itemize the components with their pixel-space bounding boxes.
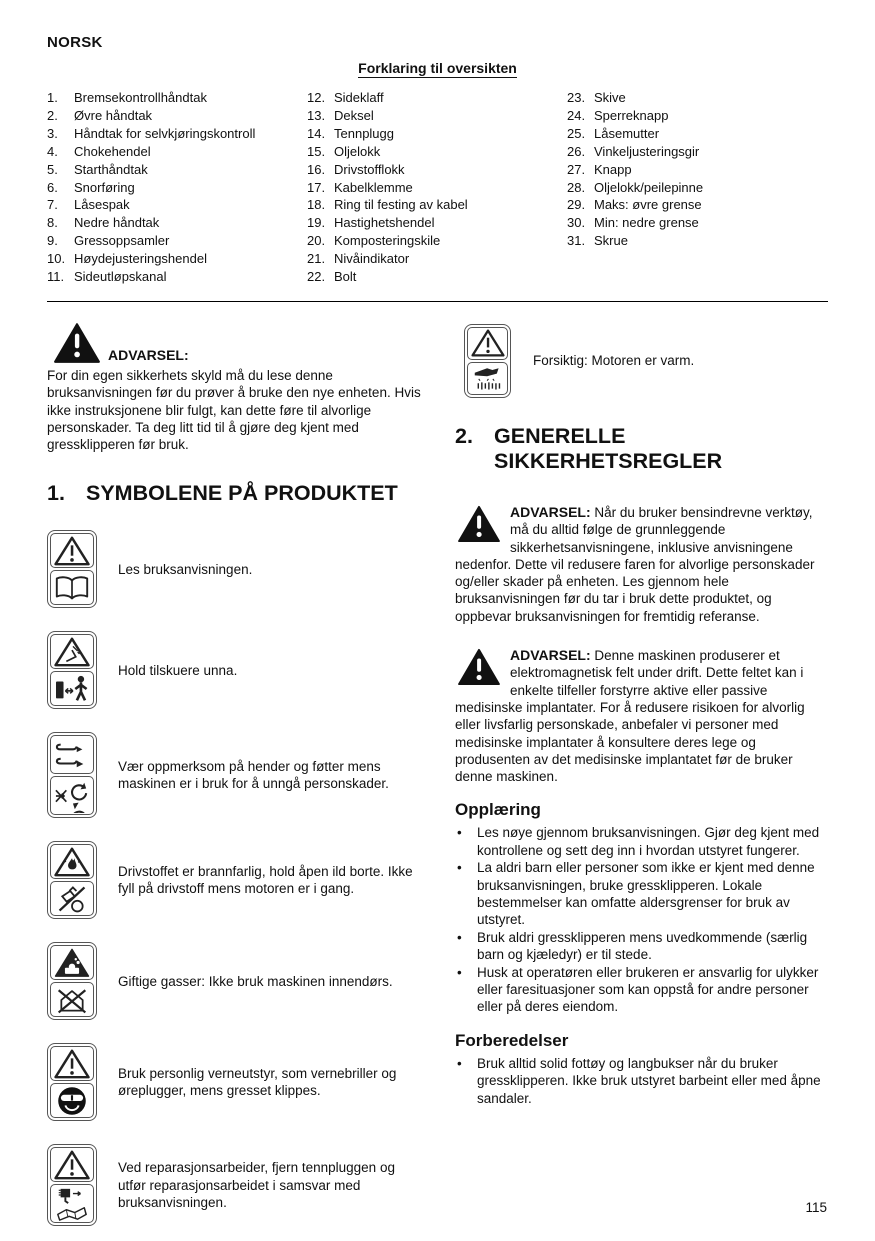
bullet-text: Husk at operatøren eller brukeren er ansvarlig for ulykker eller faresituasjoner som kan oppstå for andre personer eller på deres eiendom. bbox=[477, 964, 819, 1015]
section1-title: SYMBOLENE PÅ PRODUKTET bbox=[86, 481, 398, 506]
part-number: 26. bbox=[567, 143, 586, 159]
subsection-heading-training: Opplæring bbox=[455, 800, 541, 820]
fire-triangle-icon bbox=[50, 844, 94, 879]
parts-list-item bbox=[307, 125, 567, 143]
part-number: 10. bbox=[47, 251, 66, 267]
warning-triangle-icon bbox=[50, 533, 94, 568]
bullet-item bbox=[455, 929, 828, 964]
part-label: Nedre håndtak bbox=[74, 215, 160, 231]
part-number: 16. bbox=[307, 161, 326, 177]
hot-surface-icon bbox=[467, 362, 508, 395]
bullet-text: Les nøye gjennom bruksanvisningen. Gjør deg kjent med kontrollene og sett deg inn i hvordan utstyret fungerer. bbox=[477, 825, 820, 858]
part-label: Knapp bbox=[594, 161, 632, 177]
toxic-exhaust-triangle-icon bbox=[50, 945, 94, 980]
symbol-box bbox=[47, 841, 97, 919]
parts-list-item bbox=[307, 268, 567, 286]
part-number: 28. bbox=[567, 179, 586, 195]
section1-heading bbox=[47, 481, 421, 506]
hot-engine-caution bbox=[455, 324, 828, 398]
symbol-row-read-manual bbox=[47, 530, 421, 608]
part-number: 22. bbox=[307, 269, 326, 285]
right-column bbox=[455, 322, 828, 1241]
parts-list-item bbox=[307, 179, 567, 197]
preparation-bullets bbox=[455, 1055, 828, 1107]
symbol-text: Hold tilskuere unna. bbox=[118, 662, 238, 678]
part-label: Hastighetshendel bbox=[334, 215, 435, 231]
symbol-row-ppe bbox=[47, 1043, 421, 1121]
part-label: Sideutløpskanal bbox=[74, 269, 167, 285]
rotating-blade-icon bbox=[50, 776, 94, 815]
parts-column-1 bbox=[47, 89, 307, 286]
part-label: Låsespak bbox=[74, 197, 130, 213]
part-number: 2. bbox=[47, 107, 58, 123]
overview-title-text: Forklaring til oversikten bbox=[358, 60, 517, 76]
parts-list-item bbox=[47, 89, 307, 107]
part-number: 25. bbox=[567, 125, 586, 141]
part-number: 4. bbox=[47, 143, 58, 159]
parts-list-item bbox=[47, 143, 307, 161]
parts-list-item bbox=[307, 143, 567, 161]
part-number: 31. bbox=[567, 233, 586, 249]
part-number: 11. bbox=[47, 269, 65, 285]
warning-triangle-filled-icon bbox=[457, 648, 501, 686]
symbol-box bbox=[47, 732, 97, 818]
part-number: 30. bbox=[567, 215, 586, 231]
part-label: Kabelklemme bbox=[334, 179, 413, 195]
general-warning-1 bbox=[455, 504, 828, 625]
part-label: Oljelokk/peilepinne bbox=[594, 179, 704, 195]
parts-list-item bbox=[47, 161, 307, 179]
symbol-text: Ved reparasjonsarbeider, fjern tennpluggen og utfør reparasjonsarbeidet i samsvar med bruksanvisningen. bbox=[118, 1160, 395, 1211]
part-number: 9. bbox=[47, 233, 58, 249]
part-number: 19. bbox=[307, 215, 326, 231]
thrown-object-triangle-icon bbox=[50, 634, 94, 669]
warning-triangle-icon bbox=[50, 1147, 94, 1182]
part-label: Låsemutter bbox=[594, 125, 660, 141]
parts-list-item bbox=[47, 214, 307, 232]
left-column bbox=[47, 322, 421, 1241]
section1-number: 1. bbox=[47, 481, 65, 506]
symbol-box bbox=[47, 1144, 97, 1226]
part-label: Maks: øvre grense bbox=[594, 197, 702, 213]
symbol-row-repairs bbox=[47, 1144, 421, 1226]
bullet-marker: • bbox=[457, 929, 462, 945]
no-indoor-use-icon bbox=[50, 982, 94, 1017]
bullet-text: Bruk alltid solid fottøy og langbukser når du bruker gressklipperen. Ikke bruk utstyret barbeint eller med åpne sandaler. bbox=[477, 1055, 821, 1106]
intro-warning-text: For din egen sikkerhets skyld må du lese denne bruksanvisningen før du prøver å bruke den nye enheten. Hvis ikke instruksjonene blir fulgt, kan dette føre til alvorlige personskader. Ta deg litt tid til å gjøre deg kjent med gressklipperen før bruk. bbox=[47, 367, 421, 453]
part-number: 13. bbox=[307, 107, 326, 123]
bullet-text: Bruk aldri gressklipperen mens uvedkommende (særlig barn og kjæledyr) er til stede. bbox=[477, 929, 808, 963]
part-number: 12. bbox=[307, 90, 326, 105]
parts-list-item bbox=[307, 196, 567, 214]
parts-list-item bbox=[47, 250, 307, 268]
part-label: Chokehendel bbox=[74, 143, 151, 159]
parts-list-item bbox=[47, 268, 307, 286]
part-number: 15. bbox=[307, 143, 326, 159]
general-warning-2 bbox=[455, 647, 828, 785]
training-bullets bbox=[455, 824, 828, 1015]
bullet-marker: • bbox=[457, 964, 462, 980]
parts-list-item bbox=[47, 125, 307, 143]
symbol-box bbox=[464, 324, 511, 398]
part-label: Starthåndtak bbox=[74, 161, 148, 177]
open-book-icon bbox=[50, 570, 94, 605]
part-number: 21. bbox=[307, 251, 326, 267]
parts-list-item bbox=[307, 232, 567, 250]
symbol-box bbox=[47, 530, 97, 608]
intro-warning-header bbox=[53, 322, 421, 364]
product-symbols bbox=[47, 530, 421, 1226]
parts-column-2 bbox=[307, 89, 567, 286]
part-number: 29. bbox=[567, 197, 586, 213]
part-number: 17. bbox=[307, 179, 326, 195]
parts-list-item bbox=[567, 232, 828, 250]
parts-list-item bbox=[567, 125, 828, 143]
hand-blade-cut-icon bbox=[50, 735, 94, 774]
section-divider bbox=[47, 301, 828, 302]
part-label: Sperreknapp bbox=[594, 107, 669, 123]
bullet-item bbox=[455, 859, 828, 929]
part-label: Skive bbox=[594, 90, 626, 105]
bullet-item bbox=[455, 964, 828, 1016]
parts-list-item bbox=[47, 232, 307, 250]
part-label: Øvre håndtak bbox=[74, 107, 153, 123]
part-number: 8. bbox=[47, 215, 58, 231]
warning-triangle-filled-icon bbox=[53, 322, 101, 364]
parts-legend bbox=[47, 89, 828, 286]
bullet-text: La aldri barn eller personer som ikke er kjent med denne bruksanvisningen, bruke gressklipperen. Lokale bestemmelser kan omfatte aldersgrenser for bruk av utstyret. bbox=[477, 860, 815, 928]
symbol-text: Vær oppmerksom på hender og føtter mens maskinen er i bruk for å unngå personskader. bbox=[118, 758, 389, 792]
symbol-row-toxic bbox=[47, 942, 421, 1020]
parts-list-item bbox=[47, 107, 307, 125]
part-number: 23. bbox=[567, 90, 586, 105]
parts-list-item bbox=[567, 196, 828, 214]
part-label: Høydejusteringshendel bbox=[74, 251, 207, 267]
part-label: Deksel bbox=[334, 107, 374, 123]
part-number: 20. bbox=[307, 233, 326, 249]
parts-list-item bbox=[567, 89, 828, 107]
symbol-row-bystanders bbox=[47, 631, 421, 709]
bullet-item bbox=[455, 824, 828, 859]
parts-list-item bbox=[567, 179, 828, 197]
symbol-box bbox=[47, 1043, 97, 1121]
warning-label: ADVARSEL: bbox=[510, 647, 591, 664]
parts-list-item bbox=[307, 214, 567, 232]
part-label: Drivstofflokk bbox=[334, 161, 405, 177]
part-label: Bremsekontrollhåndtak bbox=[74, 90, 207, 105]
warning-text: Denne maskinen produserer et elektromagnetisk felt under drift. Dette feltet kan i enkelte tilfeller forstyrre aktive eller passive medisinske implantater. For å redusere risikoen for alvorlig eller livsfarlig personskade, anbefaler vi personer med medisinske implantater å konsultere deres lege og produsenten av det medisinske implantatet før de bruker denne maskinen. bbox=[455, 648, 805, 785]
intro-warning-label: ADVARSEL: bbox=[108, 346, 189, 363]
no-refueling-icon bbox=[50, 881, 94, 916]
part-number: 18. bbox=[307, 197, 326, 213]
symbol-row-fuel bbox=[47, 841, 421, 919]
part-label: Ring til festing av kabel bbox=[334, 197, 468, 213]
parts-list-item bbox=[567, 161, 828, 179]
part-number: 1. bbox=[47, 90, 58, 105]
parts-list-item bbox=[567, 214, 828, 232]
parts-column-3 bbox=[567, 89, 828, 286]
symbol-row-hands-feet bbox=[47, 732, 421, 818]
parts-list-item bbox=[47, 179, 307, 197]
bullet-item bbox=[455, 1055, 828, 1107]
bullet-marker: • bbox=[457, 860, 462, 876]
part-label: Sideklaff bbox=[334, 90, 384, 105]
bullet-marker: • bbox=[457, 1055, 462, 1071]
parts-list-item bbox=[307, 161, 567, 179]
warning-label: ADVARSEL: bbox=[510, 503, 591, 520]
eye-ear-protection-icon bbox=[50, 1083, 94, 1118]
part-label: Gressoppsamler bbox=[74, 233, 170, 249]
part-number: 3. bbox=[47, 125, 58, 141]
part-number: 6. bbox=[47, 179, 58, 195]
caution-text: Forsiktig: Motoren er varm. bbox=[533, 353, 695, 369]
symbol-box bbox=[47, 942, 97, 1020]
section2-heading bbox=[455, 424, 828, 474]
subsection-heading-preparation: Forberedelser bbox=[455, 1030, 569, 1050]
part-label: Skrue bbox=[594, 233, 628, 249]
warning-triangle-icon bbox=[50, 1046, 94, 1081]
part-label: Komposteringskile bbox=[334, 233, 441, 249]
part-number: 24. bbox=[567, 107, 586, 123]
part-number: 7. bbox=[47, 197, 58, 213]
page-number: 115 bbox=[805, 1200, 827, 1215]
part-number: 5. bbox=[47, 161, 58, 177]
symbol-text: Bruk personlig verneutstyr, som vernebriller og øreplugger, mens gresset klippes. bbox=[118, 1065, 397, 1099]
part-label: Vinkeljusteringsgir bbox=[594, 143, 700, 159]
symbol-text: Drivstoffet er brannfarlig, hold åpen ild borte. Ikke fyll på drivstoff mens motoren er i gang. bbox=[118, 863, 413, 897]
parts-list-item bbox=[307, 89, 567, 107]
warning-triangle-icon bbox=[467, 327, 508, 360]
warning-triangle-filled-icon bbox=[457, 505, 501, 543]
part-label: Min: nedre grense bbox=[594, 215, 699, 231]
parts-list-item bbox=[307, 250, 567, 268]
section2-title: GENERELLE SIKKERHETSREGLER bbox=[494, 423, 723, 473]
warning-text: Når du bruker bensindrevne verktøy, må du alltid følge de grunnleggende sikkerhetsanvisningene, inklusive anvisningene nedenfor. Dette vil redusere faren for alvorlige personskader og/eller skader på enheten. Les gjennom hele bruksanvisningen før du tar i bruk dette produktet, og oppbevar bruksanvisningen for fremtidig referanse. bbox=[455, 504, 815, 624]
part-label: Snorføring bbox=[74, 179, 135, 195]
parts-list-item bbox=[47, 196, 307, 214]
part-label: Oljelokk bbox=[334, 143, 381, 159]
overview-title bbox=[47, 60, 828, 76]
parts-list-item bbox=[307, 107, 567, 125]
part-label: Nivåindikator bbox=[334, 251, 410, 267]
symbol-box bbox=[47, 631, 97, 709]
part-label: Håndtak for selvkjøringskontroll bbox=[74, 125, 256, 141]
part-number: 14. bbox=[307, 125, 326, 141]
parts-list-item bbox=[567, 107, 828, 125]
keep-bystanders-away-icon bbox=[50, 671, 94, 706]
parts-list-item bbox=[567, 143, 828, 161]
part-label: Tennplugg bbox=[334, 125, 394, 141]
symbol-text: Les bruksanvisningen. bbox=[118, 561, 253, 577]
symbol-text: Giftige gasser: Ikke bruk maskinen innendørs. bbox=[118, 973, 393, 989]
main-columns bbox=[47, 322, 828, 1241]
remove-spark-plug-icon bbox=[50, 1184, 94, 1223]
bullet-marker: • bbox=[457, 825, 462, 841]
language-label: NORSK bbox=[47, 34, 103, 51]
part-label: Bolt bbox=[334, 269, 357, 285]
part-number: 27. bbox=[567, 161, 586, 177]
section2-number: 2. bbox=[455, 423, 473, 448]
